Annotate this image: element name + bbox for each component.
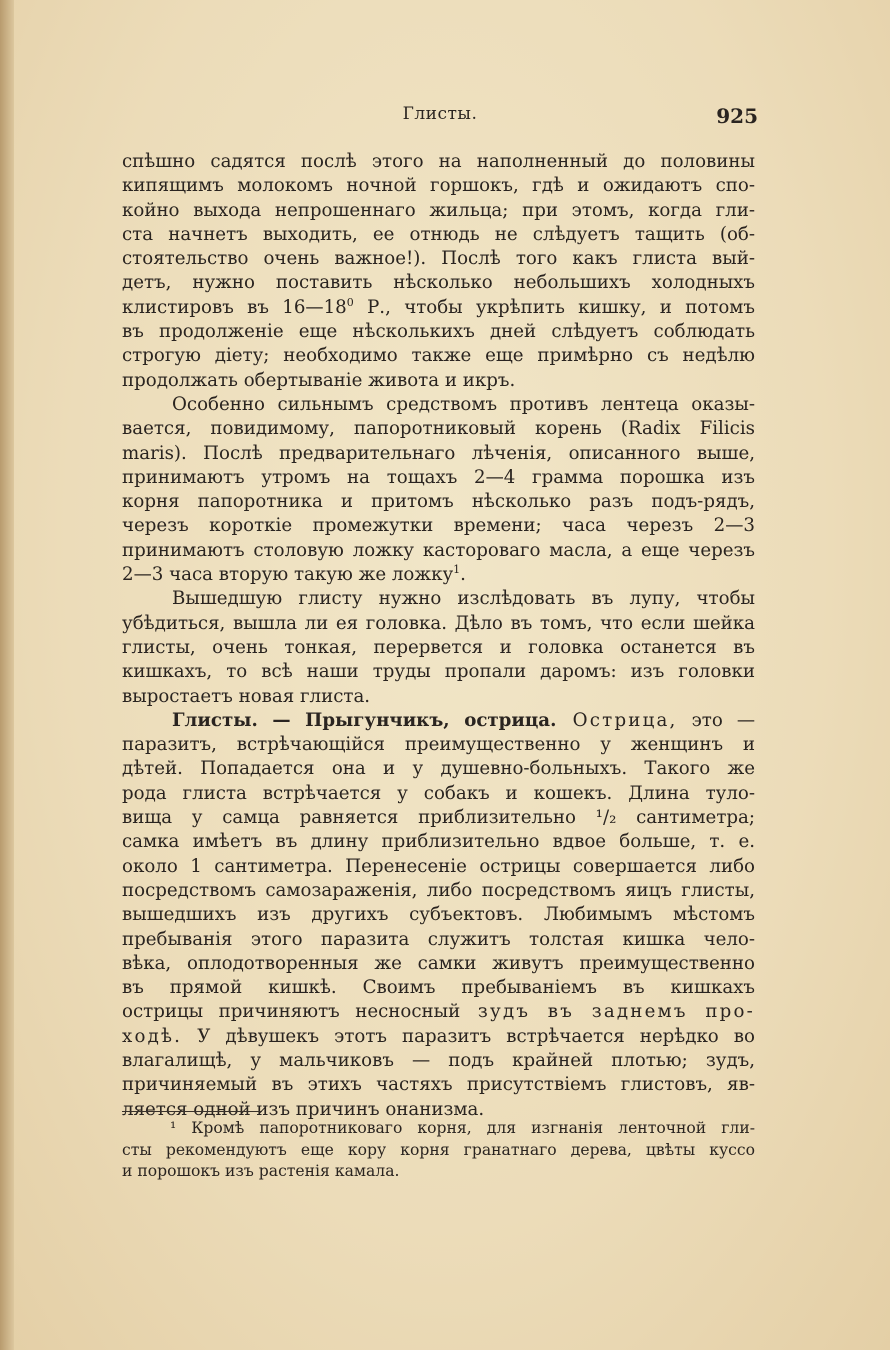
text-line-text: ляется одной изъ причинъ онанизма.: [122, 1098, 485, 1120]
text-line: [122, 1025, 755, 1049]
text-line: [122, 490, 755, 514]
text-line: [122, 296, 755, 320]
text-line-text: maris). Послѣ предварительнаго лѣченія, описанного выше,: [122, 442, 755, 464]
text-line: [122, 1000, 755, 1024]
text-line: [122, 952, 755, 976]
text-line-text: рода глиста встрѣчается у собакъ и кошекъ. Длина туло-: [122, 782, 755, 804]
text-line-spaced: зудъ въ заднемъ про-: [460, 1001, 756, 1023]
text-line-text: ста начнетъ выходить, ее отнюдь не слѣдуетъ тащить (об-: [122, 223, 755, 245]
text-line: [122, 174, 755, 198]
text-line-text: самка имѣетъ въ длину приблизительно вдвое больше, т. е.: [122, 831, 755, 853]
text-line-sup: 0: [346, 295, 354, 309]
text-line: [122, 344, 755, 368]
text-line-text: посредствомъ самозараженія, либо посредствомъ яицъ глисты,: [122, 879, 755, 901]
text-line: [122, 466, 755, 490]
text-line: [122, 539, 755, 563]
text-line-text: 2—3 часа вторую такую же ложку: [122, 564, 454, 586]
main-text: [122, 150, 755, 1122]
text-line: [122, 928, 755, 952]
text-line: [122, 1049, 755, 1073]
text-line: [122, 199, 755, 223]
text-line: [122, 976, 755, 1000]
text-line-text: пребыванія этого паразита служитъ толстая кишка чело-: [122, 928, 755, 950]
text-line: [122, 514, 755, 538]
text-line-text: дѣтей. Попадается она и у душевно-больныхъ. Такого же: [122, 758, 755, 780]
text-line: [122, 223, 755, 247]
text-line-text: въ продолженіе еще нѣсколькихъ дней слѣдуетъ соблюдать: [122, 321, 755, 343]
text-line-text: глисты, очень тонкая, перервется и головка останется въ: [122, 636, 755, 658]
text-line: [122, 830, 755, 854]
footnote-line-text: и порошокъ изъ растенія камала.: [122, 1162, 400, 1180]
text-line: [122, 806, 755, 830]
text-line-text: корня папоротника и притомъ нѣсколько разъ подъ-рядъ,: [122, 491, 755, 513]
text-line: [122, 685, 755, 709]
text-line: [122, 709, 755, 733]
footnote-line: [122, 1118, 755, 1140]
text-line-text: У дѣвушекъ этотъ паразитъ встрѣчается нерѣдко во: [182, 1025, 755, 1047]
text-line-bold: Глисты. — Прыгунчикъ, острица.: [172, 709, 557, 731]
text-line: [122, 636, 755, 660]
text-line-text: Вышедшую глисту нужно изслѣдовать въ лупу, чтобы: [172, 588, 755, 610]
footnote-line: [122, 1140, 755, 1162]
text-line-text: кипящимъ молокомъ ночной горшокъ, гдѣ и ожидаютъ спо-: [122, 175, 755, 197]
text-line-after: Р., чтобы укрѣпить кишку, и потомъ: [353, 296, 755, 318]
text-line-after: .: [460, 564, 466, 586]
text-line-sup: 1: [453, 563, 461, 577]
text-line-text: принимаютъ столовую ложку касторовaго масла, а еще черезъ: [122, 539, 755, 561]
text-line: [122, 660, 755, 684]
text-line-spaced: ходѣ.: [122, 1025, 183, 1047]
page-number: 925: [716, 104, 758, 128]
text-line-text: продолжать обертываніе живота и икръ.: [122, 369, 516, 391]
text-line-text: около 1 сантиметра. Перенесеніе острицы совершается либо: [122, 855, 755, 877]
text-line-text: строгую діету; необходимо также еще примѣрно съ недѣлю: [122, 345, 755, 367]
footnote-line-text: сты рекомендуютъ еще кору корня гранатнаго дерева, цвѣты куссо: [122, 1140, 755, 1159]
text-line: [122, 1073, 755, 1097]
page-spine-shadow: [0, 0, 14, 1350]
text-line: [122, 442, 755, 466]
text-line-text: клистировъ въ 16—18: [122, 296, 347, 318]
text-line: [122, 587, 755, 611]
text-line-text: вѣка, оплодотворенныя же самки живутъ преимущественно: [122, 952, 755, 974]
running-header-title: Глисты.: [402, 104, 478, 124]
text-line-text: это —: [677, 709, 756, 731]
text-line-text: детъ, нужно поставить нѣсколько небольшихъ холодныхъ: [122, 272, 755, 294]
text-line-text: спѣшно садятся послѣ этого на наполненный до половины: [122, 151, 755, 172]
text-line: [122, 903, 755, 927]
text-line: [122, 150, 755, 174]
text-line-text: черезъ короткіе промежутки времени; часа черезъ 2—3: [122, 515, 755, 537]
text-line-text: убѣдиться, вышла ли ея головка. Дѣло въ томъ, что если шейка: [122, 612, 755, 634]
text-line-text: выростаетъ новая глиста.: [122, 685, 371, 707]
text-line: [122, 879, 755, 903]
text-line-text: вышедшихъ изъ другихъ субъектовъ. Любимымъ мѣстомъ: [122, 904, 755, 926]
text-line: [122, 271, 755, 295]
footnotes: [122, 1118, 755, 1183]
text-line: [122, 320, 755, 344]
text-line-text: принимаютъ утромъ на тощахъ 2—4 грамма порошка изъ: [122, 466, 755, 488]
text-line-text: причиняемый въ этихъ частяхъ присутствіемъ глистовъ, яв-: [122, 1074, 755, 1096]
text-line-text: Особенно сильнымъ средствомъ противъ лентеца оказы-: [172, 393, 755, 415]
text-line-text: острицы причиняютъ несносный: [122, 1001, 461, 1023]
text-line-spaced: Острица,: [556, 709, 678, 731]
text-line: [122, 782, 755, 806]
text-line: [122, 855, 755, 879]
text-line-text: вища у самца равняется приблизительно ¹/₂ сантиметра;: [122, 807, 755, 829]
footnote-line: [122, 1161, 755, 1183]
text-line-text: стоятельство очень важное!). Послѣ того какъ глиста вый-: [122, 248, 755, 270]
text-line-text: койно выхода непрошеннаго жильца; при этомъ, когда гли-: [122, 199, 755, 221]
text-line: [122, 563, 755, 587]
text-line-text: влагалищѣ, у мальчиковъ — подъ крайней плотью; зудъ,: [122, 1049, 755, 1071]
text-line: [122, 369, 755, 393]
footnote-divider: [122, 1111, 262, 1112]
text-line: [122, 612, 755, 636]
text-line: [122, 247, 755, 271]
text-line: [122, 733, 755, 757]
text-line-text: въ прямой кишкѣ. Своимъ пребываніемъ въ кишкахъ: [122, 977, 755, 999]
text-line-text: кишкахъ, то всѣ наши труды пропали даромъ: изъ головки: [122, 661, 755, 683]
text-line-text: паразитъ, встрѣчающійся преимущественно у женщинъ и: [122, 734, 755, 756]
text-line-text: вается, повидимому, папоротниковый корень (Radix Filicis: [122, 418, 755, 440]
footnote-line-text: ¹ Кромѣ папоротниковаго корня, для изгнанія ленточной гли-: [170, 1119, 755, 1137]
text-line: [122, 393, 755, 417]
text-line: [122, 417, 755, 441]
text-line: [122, 757, 755, 781]
